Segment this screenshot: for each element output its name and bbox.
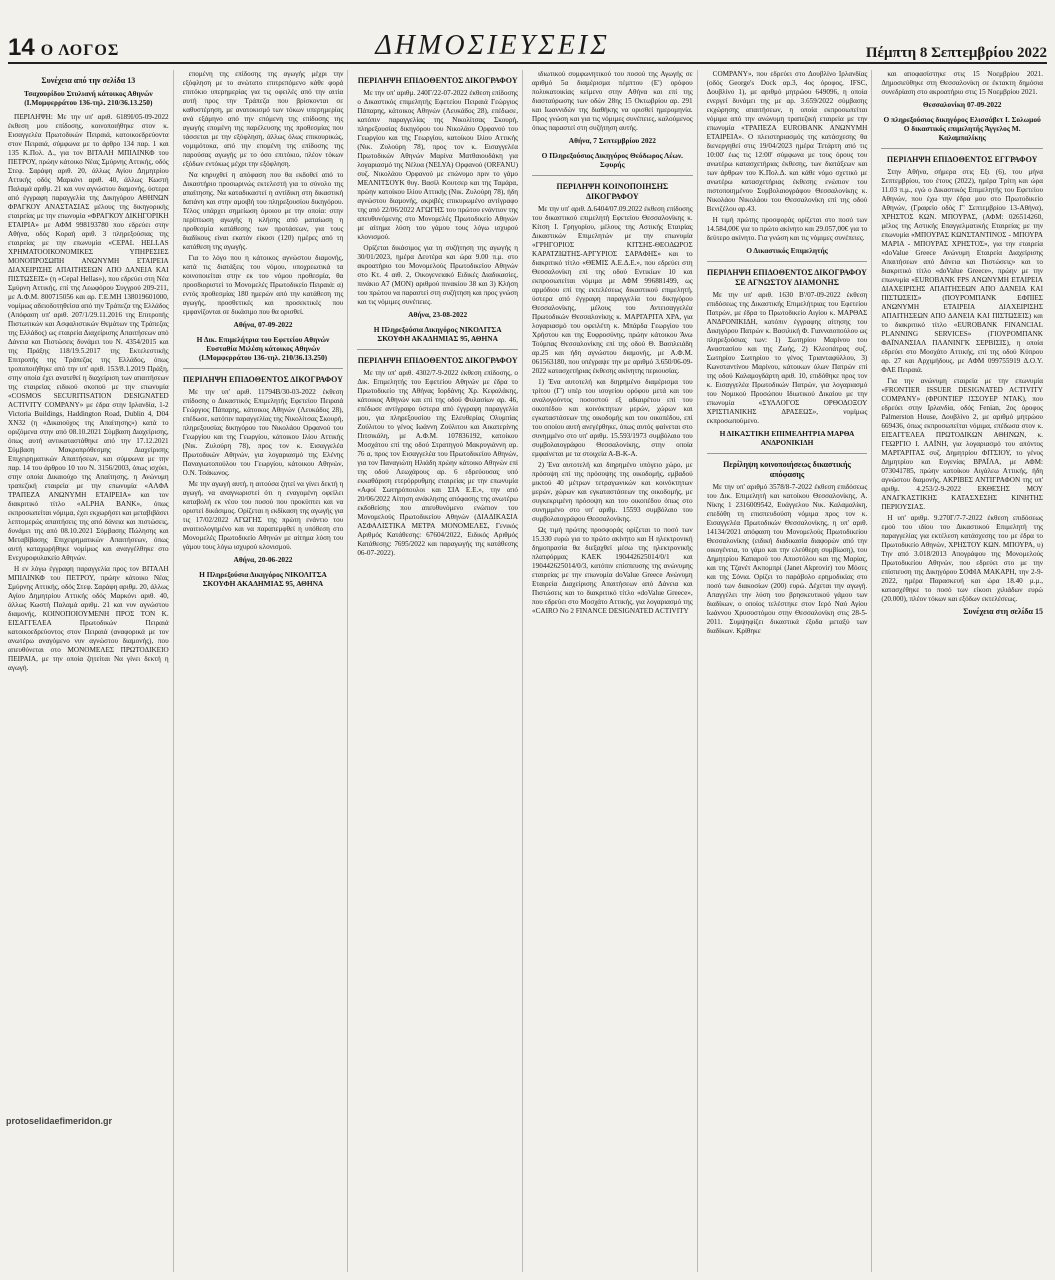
notice-paragraph: Για την ανώνυμη εταιρεία με την επωνυμία «FRONTIER ISSUER DESIGNATED ACTIVITY COMPANY» (ΦΡΟΝΤΙΕΡ ΙΣΣΟΥΕΡ ΝΤΑΚ), που εδρεύει στην Ιρλανδία, οδός Fenian, 2ος όροφος Palmerston House, Δουβλίνο 2, με αριθμό μητρώου 669436, όπως εκπροσωπείται νόμιμα, επέδωσα στον κ. ΕΙΣΑΓΓΕΛΕΑ ΠΡΩΤΟΔΙΚΩΝ ΑΘΗΝΩΝ, κ. ΓΕΩΡΓΙΟ Ι. ΛΑΪΝΗ, για λογαριασμό του απόντος ΜΑΡΓΑΡΙΤΑΣ συζ. Δημητρίου ΦΙΤΣΙΟΥ, το γένος Δημητρίου και Ευγενίας ΒΡΑΪΛΑ, με ΑΦΜ: 073041785, πρώην κατοίκου Αιγάλεω Αττικής, ήδη αγνώστου διαμονής, ΑΚΡΙΒΕΣ ΑΝΤΙΓΡΑΦΟΝ της υπ' αριθμ. 4.253/2-9-2022 ΕΚΘΕΣΗΣ ΜΟΥ ΑΝΑΓΚΑΣΤΙΚΗΣ ΚΑΤΑΣΧΕΣΗΣ ΚΙΝΗΤΗΣ ΠΕΡΙΟΥΣΙΑΣ. [881,377,1043,511]
notice-paragraph: Ως τιμή πρώτης προσφοράς ορίζεται το ποσό των 15.330 ευρώ για το πρώτο ακίνητο και Η ηλεκτρονική δημοπρασία θα διεξαχθεί μέσω της ηλεκτρονικής πλατφόρμας ΚΑΕΚ 190442625014/0/1 και 190442625014/0/3, κατόπιν επίσπευσης της ανώνυμης εταιρείας με την επωνυμία doValue Greece Ανώνυμη Εταιρεία Διαχείρισης Απαιτήσεων από Δάνεια και Πιστώσεις και το διακριτικό τίτλο «doValue Greece», που εδρεύει στο Μοσχάτο Αττικής, για λογαριασμό της «CAIRO No 2 FINANCE DESIGNATED ACTIVITY [532,526,693,615]
divider [707,453,868,454]
signature: Η Πληρεξούσια Δικηγόρος ΝΙΚΟΛΙΤΣΑ ΣΚΟΥΦΗ ΑΚΑΔΗΜΙΑΣ 95, ΑΘΗΝΑ [199,570,327,588]
site-watermark: protoselidaefimeridon.gr [6,1116,113,1126]
signature: Η ΔΙΚΑΣΤΙΚΗ ΕΠΙΜΕΛΗΤΡΙΑ ΜΑΡΘΑ ΑΝΔΡΟΝΙΚΙΔΗ [719,429,855,447]
divider [881,148,1043,149]
place-date: Θεσσαλονίκη 07-09-2022 [922,100,1002,109]
notice-paragraph: Με την υπ' αριθ. Δ.6404/07.09.2022 έκθεση επίδοσης του δικαστικού επιμελητή Εφετείου Θεσσαλονίκης κ. Κίτση Ι. Γρηγορίου, μέλους της Αστικής Εταιρίας Δικαστικών Επιμελητών με την επωνυμία «ΓΡΗΓΟΡΙΟΣ ΚΙΤΣΗΣ-ΘΕΟΔΩΡΟΣ ΚΑΡΑΤΖΙΩΤΗΣ-ΑΡΓΥΡΙΟΣ ΣΑΡΑΦΗΣ» και το διακριτικό τίτλο «ΘΕΜΙΣ Α.Ε.Δ.Ε.», που εδρεύει στη Θεσσαλονίκη επί της οδού Εντικίων 10 και εκπροσωπείται νόμιμα με ΑΦΜ 996881499, ως αρμόδιου επί της εκτελέσεως δικαστικού επιμελητή, ύστερα από έγγραφη παραγγελία του δικηγόρου Θεσσαλονίκης, μέλους του Αντεισαγγελέα Πρωτοδικών Θεσσαλονίκης κ. ΜΑΡΓΑΡΙΤΑ ΧΡΑ, για λογαριασμό του οφειλέτη κ. Μπάρδα Γεωργίου του Χρήστου και της Ευφροσύνης, πρώην κάτοικου Άνω Τούμπας Θεσσαλονίκης επί της οδού Θ. Βασιλειάδη αρ.25 και ήδη αγνώστου διαμονής, με Α.Φ.Μ. 061563180, που υπέγραψε την με αριθμό 3.650/06-09-2022 κατασχετήριας έκθεσης ακίνητης περιουσίας. [532,205,693,375]
notice-paragraph: Με την υπ' αριθμό 3578/8-7-2022 έκθεση επιδόσεως του Δικ. Επιμελητή και κατοίκου Θεσσαλονίκης, Α. Νίκης 1 2316009542, Ευάγγελου Νικ. Καλαμαλίκη, επεδόθη τη επισπευδούση νόμιμα προς τον κ. Εισαγγελέα Πρωτοδικών Θεσσαλονίκης, η υπ' αριθ. 14134/2021 απόφαση του Μονομελούς Πρωτοδικείου Θεσσαλονίκης (ειδική διαδικασία διαφορών από την οικογένεια, το γάμο και την ελεύθερη συμβίωση), του Δημητρίου Καπαρού του Αποστόλου και της Μαρίας, και της Τζανέτ Ακπομπρί (Janet Akprovir) του Μόσες και της Σόνια. Ορίζει το παράβολο ερημοδικίας στο ποσό των διακοσίων (200) ευρώ. Δέχεται την αγωγή. Απαγγέλει την λύση του βρησκευτικού γάμου των διαδίκων, ο οποίος τελέστηκε στον Ιερό Ναό Αγίου Ιωάννου Χρυσοστόμου στην Θεσσαλονίκη στις 28-5-2011. Συμψηφίζει δικαστικά έξοδα μεταξύ των διαδίκων. Κρίθηκε [706,483,868,635]
notice-paragraph: Η τιμή πρώτης προσφοράς ορίζεται στο ποσό των 14.584,00€ για το πρώτο ακίνητο και 29.057,00€ για το δεύτερο ακίνητο. Για γνώση και τις νόμιμες συνέπειες. [706,216,868,242]
divider [357,349,518,350]
page-header-left [8,34,119,62]
notice-paragraph: ιδιωτικού συμφωνητικού του ποσού της Αγωγής σε αριθμό 5α διαμέρισμα πέμπτου (Ε') ορόφου πολυκατοικίας κείμενο στην Αθήνα και επί της διασταύρωσης των οδών 28ης 15 Οκτωβρίου αρ. 291 και Ιωαννιδών της διαθήκης να ορισθεί ημερομηνία. Προς γνώση και για τις νόμιμες συνέπειες, καλούμενος όπως παραστεί στη συζήτηση αυτής. [532,70,693,132]
notice-paragraph: Με την υπ' αριθ. 11794Β/30-03-2022 έκθεση επίδοσης ο Δικαστικός Επιμελητής Εφετείου Πειραιά Γεώργιος Πάπαρης, κάτοικος Αθηνών (Λευκάδος 28), επέδωσε, κατόπιν παραγγελίας της Νικολίτσας Σκουρή, πληρεξουσίας δικηγόρου του Νικολάου Ορφανού του Γεωργίου και της Γεωργίου, κάτοικου Ιλίου Αττικής (Νικ. Ζυλούρη 78), προς τον κ. Εισαγγελέα Πρωτοδικών Αθηνών, για λογαριασμό της Ελένης Παναγιωτοπούλου του Γεωργίου, κάτοικου Αθηνών, Ο.Ν. Τσάκωνος. [182,388,344,477]
divider [532,175,693,176]
signature: Ο Πληρεξούσιος Δικηγόρος Θεόδωρος Λέων. Σφυρής [541,151,684,169]
notice-heading: ΠΕΡΙΛΗΨΗ ΕΠΙΔΟΘΕΝΤΟΣ ΔΙΚΟΓΡΑΦΟΥ [357,76,518,85]
column-5 [707,70,873,1272]
notice-paragraph: Ορίζεται δικάσιμος για τη συζήτηση της αγωγής η 30/01/2023, ημέρα Δευτέρα και ώρα 9.00 π.μ. στο ακροατήριο του Μονομελούς Πρωτοδικείου Αθηνών στο Κτ. 4 αιθ. 2, Οικογενειακό Ειδικές Διαδικασίες, πινάκιο Α7 (ΜΟΝ) αριθμού πινακίου 38 και 3) Κλήση του πρώτου να παραστεί στη συζήτηση και προς γνώση και τις νόμιμες συνέπειες. [357,244,518,306]
paper-name: Ο ΛΟΓΟΣ [40,42,120,59]
notice-paragraph: 1) Ένα αυτοτελή και διηρημένο διαμέρισμα του τρίτου (Γ') υπέρ του ισογείου ορόφου μετά και του αναλογούντος ποσοστού εξ αδιαιρέτου επί του οικοπέδου και κοινόκτητων μερών, χώρων και εγκαταστάσεων της οικοδομής και του οικοπέδου, επί του οποίου αυτή ανεγέρθηκε, όπως αυτός φαίνεται στο συνημμένο στο υπ' αριθμ. 15.593/1973 συμβόλαιο του συμβολαιογράφου Θεσσαλονίκης, στην οποία εμφαίνεται με τα στοιχεία Α-Β-Κ-Α. [532,378,693,458]
page-number: 14 [8,34,35,61]
notice-heading: ΠΕΡΙΛΗΨΗ ΕΠΙΔΟΘΕΝΤΟΣ ΔΙΚΟΓΡΑΦΟΥ ΣΕ ΑΓΝΩΣΤΟΥ ΔΙΑΜΟΝΗΣ [707,268,867,287]
notice-heading: Περίληψη κοινοποιήσεως δικαστικής απόφασης [723,460,851,479]
section-title: ΔΗΜΟΣΙΕΥΣΕΙΣ [375,30,610,61]
notice-paragraph: Με την υπ' αριθ. 1630 Β'/07-09-2022 έκθεση επιδόσεως της Δικαστικής Επιμελήτριας του Εφετείου Πατρών, με έδρα το Πρωτοδικείο Αιγίου κ. ΜΑΡΘΑΣ ΑΝΔΡΟΝΙΚΙΔΗ, κατόπιν έγγραφης αίτησης του Δικηγόρου Πατρών κ. Βασιλική Φ. Γιανναιοπούλου ως πληρεξούσιας των: 1) Σωτηρίου Μαρίνου του Αναστασίου και της Ζωής, 2) Κλεοπάτρας συζ. Σωτηρίου Σωτηρίου το γένος Τριανταφύλλου, 3) Κωνσταντίνου Μαρίνου, κάτοικων όλων Πατρών επί της οδού Καλαμογδάρτη αριθ. 10, επιδόθηκε προς τον κ. Εισαγγελέα Πρωτοδικών Πατρών, για λογαριασμό του Νομικού Προσώπου Ιδιωτικού Δικαίου με την επωνυμία «ΣΥΛΛΟΓΟΣ ΟΡΘΟΔΟΞΟΥ ΧΡΙΣΤΙΑΝΙΚΗΣ ΔΡΑΣΕΩΣ», νομίμως εκπροσωπούμενο. [706,291,868,425]
column-4 [532,70,698,1272]
signature: Η Πληρεξούσια Δικηγόρος ΝΙΚΟΛΙΤΣΑ ΣΚΟΥΦΗ ΑΚΑΔΗΜΙΑΣ 95, ΑΘΗΝΑ [373,325,502,343]
notice-heading: ΠΕΡΙΛΗΨΗ ΕΠΙΔΟΘΕΝΤΟΣ ΔΙΚΟΓΡΑΦΟΥ [183,375,343,384]
column-6 [881,70,1047,1272]
notice-paragraph: ΠΕΡΙΛΗΨΗ: Με την υπ' αριθ. 6189Ι/05-09-2022 έκθεση μου επίδοσης, κοινοποιήθηκε στον κ. Εισαγγελέα Πρωτοδικών Πειραιά, κατοικοεδρεύοντα στον Πειραιά, σύμφωνα με το άρθρο 134 παρ. 1 και 135 Κ.Πολ. Δ., για τον ΒΙΤΑΛΗ ΜΠΙΛΙΝΚΦ του ΠΕΤΡΟΥ, πρώην κάτοικο Νέας Σμύρνης Αττικής, οδός Στεφ. Σαράφη αριθ. 20, άλλως Αγίου Δημητρίου Αττικής οδός Μαρκόνι αριθ. 40, άλλως Κωστή Παλαμά αριθμ. 21 και νυν αγνώστου διαμονής, ύστερα από έγγραφη παραγγελία της Δικηγόρου ΑΘΗΝΩΝ ΦΡΑΓΚΟΥ ΑΝΑΣΤΑΣΙΑΣ μέλους της δικηγορικής εταιρείας με την επωνυμία «ΦΡΑΓΚΟΥ ΔΙΚΗΓΟΡΙΚΗ ΕΤΑΙΡΙΑ» με ΑΦΜ 998193780 που εδρεύει στην Αθήνα, οδός Κοραή αριθ. 3 πληρεξούσιας της εταιρείας με την επωνυμία «CEPAL HELLAS ΧΡΗΜΑΤΟΟΙΚΟΝΟΜΙΚΕΣ ΥΠΗΡΕΣΙΕΣ ΜΟΝΟΠΡΟΣΩΠΗ ΑΝΩΝΥΜΗ ΕΤΑΙΡΕΙΑ ΔΙΑΧΕΙΡΙΣΗΣ ΑΠΑΙΤΗΣΕΩΝ ΑΠΟ ΔΑΝΕΙΑ ΚΑΙ ΠΙΣΤΩΣΕΙΣ» (η «Cepal Hellas»), που εδρεύει στη Νέα Σμύρνη Αττικής, επί της Λεωφόρου Συγγρού 209-211, με Α.Φ.Μ. 800715056 και αρ. Γ.Ε.ΜΗ 138019601000, νομίμως αδειοδοτηθείσα από την Τράπεζα της Ελλάδος (Απόφαση υπ' αριθ. 207/1/29.11.2016 της Επιτροπής Πιστωτικών και Ασφαλιστικών Θεμάτων της Τράπεζας της Ελλάδος) ως εταιρεία Διαχείρισης Απαιτήσεων από Δάνεια και Πιστώσεις δυνάμει του Ν. 4354/2015 και της Πράξης 118/19.5.2017 της Εκτελεστικής Επιτροπής της Τράπεζας της Ελλάδος, όπως τροποποιήθηκε από την υπ' αριθ. 153/8.1.2019 Πράξη, στην οποία έχει ανατεθεί η διαχείριση των απαιτήσεων της εταιρείας ειδικού σκοπού με την επωνυμία «COSMOS SECURITISATION DESIGNATED ACTIVITY COMPANY» με έδρα στην Ιρλανδία, 1-2 Victoria Buildings, Haddington Road, Dublin 4, D04 XN32 (η «Δικαιούχος της Απαίτησης») κατά το οριζόμενα στην από 08.10.2021 Σύμβαση Διαχείρισης, όπως αυτή αντικαταστάθηκε από την 17.12.2021 Σύμβαση Μακροπρόθεσμης Διαχείρισης Επιχειρηματικών Απαιτήσεων, και σύμφωνα με την παρ. 14 του άρθρου 10 του Ν. 3156/2003, όπως ισχύει, στην οποία Δικαιούχο της Απαίτησης, η Ανώνυμη τραπεζική εταιρεία με την επωνυμία «ΑΛΦΑ ΤΡΑΠΕΖΑ ΑΝΩΝΥΜΗ ΕΤΑΙΡΕΙΑ» και τον διακριτικό τίτλο «ALPHA BANK», όπως εκπροσωπείται νόμιμα, έχει εκχωρήσει και μεταβιβάσει λεπτομερώς απαιτήσεις της από δάνεια και πιστώσεις, δυνάμει της από 08.10.2021 Σύμβασης Πώλησης και Μεταβίβασης Επιχειρηματικών Απαιτήσεων, όπως αυτή καταχωρήθηκε νομίμως και αναγγέλθηκε στο Ενεχυροφυλακείο Αθηνών. [8,113,169,562]
notice-paragraph: Στην Αθήνα, σήμερα στις Εξι (6), του μήνα Σεπτεμβρίου, του έτους (2022), ημέρα Τρίτη και ώρα 11.03 π.μ., εγώ ο Δικαστικός Επιμελητής του Εφετείου Αθηνών, που έχω την έδρα μου στο Πρωτοδικείο Αθηνών, (Γραφείο οδός Γ' Σεπτεμβρίου 13-Αθήνα), ΧΡΗΣΤΟΣ ΚΩΝ. ΜΠΟΥΡΑΣ, (ΑΦΜ: 026514260, μέλος της Αστικής Επαγγελματικής Εταιρείας με την επωνυμία «ΜΠΟΥΡΑΣ ΚΩΝΣΤΑΝΤΙΝΟΣ - ΜΠΟΥΡΑ ΜΑΡΙΑ - ΜΠΟΥΡΑΣ ΧΡΗΣΤΟΣ», για την εταιρεία «doValue Greece Ανώνυμη Εταιρεία Διαχείρισης Απαιτήσεων από Δάνεια και Πιστώσεις» και το διακριτικό τίτλο «doValue Greece», πρώην με την επωνυμία «EUROBANK FPS ΑΝΩΝΥΜΗ ΕΤΑΙΡΕΙΑ ΔΙΑΧΕΙΡΙΣΗΣ ΑΠΑΙΤΗΣΕΩΝ ΑΠΟ ΔΑΝΕΙΑ ΚΑΙ ΠΙΣΤΩΣΕΙΣ» (ΠΟΥΡΟΜΠΑΝΚ ΕΦΠΙΕΣ ΑΝΩΝΥΜΗ ΕΤΑΙΡΕΙΑ ΔΙΑΧΕΙΡΙΣΗΣ ΑΠΑΙΤΗΣΕΩΝ ΑΠΟ ΔΑΝΕΙΑ ΚΑΙ ΠΙΣΤΩΣΕΙΣ) και το διακριτικό τίτλο «EUROBANK FINANCIAL PLANNING SERVICES» (ΓΙΟΥΡΟΜΠΑΝΚ ΦΑΪΝΑΝΣΙΑΛ ΠΛΑΝΙΝΓΚ ΣΕΡΒΙΣΙΣ), η οποία εδρεύει στο Μοσχάτο Αττικής, επί της οδού Κύπρου αρ. 27 και Αρχιμήδους, με ΑΦΜ 099755919 Δ.Ο.Υ. ΦΑΕ Πειραιά. [881,168,1043,374]
divider [183,368,344,369]
article-columns [8,70,1047,1272]
notice-paragraph: Με την υπ' αριθμ. 240Γ/22-07-2022 έκθεση επίδοσης ο Δικαστικός επιμελητής Εφετείου Πειραιά Γεώργιος Πάπαρης, κάτοικος Αθηνών (Λευκάδος 28), επέδωσε, κατόπιν παραγγελίας της Νικολίτσας Σκουρή, πληρεξουσίας δικηγόρου του Νικολάου Ορφανού του Γεωργίου και της Γεωργίου, κατοίκου Ιλίου Αττικής (Νικ. Ζυλούρη 78), προς τον κ. Εισαγγελέα Πρωτοδικών Αθηνών Μαρίνα Ματθαιουδάκη για λογαριασμό της Νέλυα (NELYA) Ορφανού (ORFANU) συζ. Νικολάου Ορφανού με επώνυμο πριν το γάμο ΜΕΛΝΙΤΣΟΥΚ θυγ. Βασίλ Κουτσερ και της Ταμάρα, πρώην κατοίκου Ιλίου Αττικής (Νικ. Ζυλούρη 78), ήδη αγνώστου διαμονής, ακριβές επικυρωμένο αντίγραφο της από 22/06/2022 ΑΓΩΓΗΣ του πρώτου ενάντιον της απευθυνόμενης στο Μονομελές Πρωτοδικείο Αθηνών με αίτημα λύση του γάμου τους λόγω ισχυρού κλονισμού. [357,89,518,241]
notice-heading: ΠΕΡΙΛΗΨΗ ΕΠΙΔΟΘΕΝΤΟΣ ΕΓΓΡΑΦΟΥ [886,155,1038,164]
signature: Η Δικ. Επιμελήτρια του Εφετείου Αθηνών Ευσταθία Μιλέση κάτοικος Αθηνών (Ι.Μομφερράτου 136-τηλ. 210/36.13.250) [196,335,330,362]
signature: Ο Δικαστικός Επιμελητής [746,246,828,255]
notice-paragraph: Να κηρυχθεί η απόφαση που θα εκδοθεί από το Δικαστήριο προσωρινώς εκτελεστή για το σύνολο της απαίτησης. Να καταδικαστεί η αντίδικη στη δικαστική δαπάνη και στην αμοιβή του πληρεξουσίου δικηγόρου. Τέλος υπάρχει σημείωση όμοιου με την οποία: στην περίπτωση αγωγής η κλήσης από ματαίωση η προθεσμία κατάθεσης των προτάσεων, για τους διαδίκους είναι εκατόν είκοσι (120) ημέρες από τη κατάθεση της αγωγής. [182,171,344,251]
column-2 [183,70,349,1272]
issue-date: Πέμπτη 8 Σεπτεμβρίου 2022 [865,45,1047,61]
notice-paragraph: επομένη της επίδοσης της αγωγής μέχρι την εξόφληση με το ανώτατο επιτρεπόμενο κάθε φορά επιτόκιο υπερημερίας για τις οφειλές από την αιτία αυτή προς την Τράπεζα που βρίσκονται σε καθυστέρηση, με ανατοκισμό των τόκων υπερημερίας ανά εξάμηνο από την επόμενη της επίδοσης της αγωγής επομένη της παρέλευσης της προθεσμίας που τάσσεται με την εξόφληση, άλλως όλως επικουρικώς, νομιμότοκα, από την επομένη της επίδοσης της παρούσας αγωγής με το όσο επιτόκιο, πλέον τόκων εξόδων εντόκως μέχρι την εξόφληση. [182,70,344,168]
notice-paragraph: Με την υπ' αριθ. 4302/7-9-2022 έκθεση επίδοσης, ο Δικ. Επιμελητής του Εφετείου Αθηνών με έδρα το Πρωτοδικείο της Αθήνας Ιορδάνης Χρ. Κεφαλάκης, κάτοικος Αθηνών και επί της οδού Φυλασίων αρ. 46, επέδωσε αντίγραφο ύστερα από έγγραφη παραγγελία μου, για πληρεξουσίου της Ελευθερίας Ολυμπίας Ζούλιτου το γένος Ιωάννη Ζούλιτου και Αικατερίνης Πιτσικάλη, με Α.Φ.Μ. 107836192, κατοίκου Μοσχάτου επί της οδού Στρατηγού Μακρυγιάννη αρ. 76 α, προς τον Εισαγγελέα του Πρωτοδικείου Αθηνών, για τον Παναγιώτη Ηλιάδη πρώην κάτοικο Αθηνών επί της οδού Λεωχάρους αρ. 6 εδρεύουσας υπό εκκαθάριση ετερόρρυθμης εταιρείας με την επωνυμία «Αφοί Σωτηρόπουλοι και ΣΙΑ Ε.Ε.», την από 20/06/2022 Αίτηση ανάκλησης απόφασης της ανωτέρω εκδοθείσης που απευθυνόμενο ενώπιον του Μονομελούς Πρωτοδικείου Αθηνών (ΔΙΑΔΙΚΑΣΙΑ ΑΣΦΑΛΙΣΤΙΚΑ ΜΕΤΡΑ ΜΟΝΟΜΕΛΕΣ, Γενικός Αριθμός Κατάθεσης: 67604/2022, Ειδικός Αριθμός Κατάθεσης: 7695/2022 και παραγωγής της κατάθεσης 06-07-2022). [357,369,518,557]
notice-paragraph: 2) Ένα αυτοτελή και διηρημένο υπόγειο χώρο, με πρόσοψη επί της πρόσοψης της οικοδομής, εμβαδού μικτού 40 μέτρων τετραγωνικών και κοινόκτητων μερών, χώρων και εγκαταστάσεων της οικοδομής, με συγκεκριμένη πρόσοψη και του οικοπέδου όπως στο συνημμένο στο υπ' αριθμ. 15593 συμβόλαιο του συμβολαιογράφου Θεσσαλονίκης. [532,461,693,523]
notice-paragraph: Η υπ' αριθμ. 9.270Γ/7-7-2022 έκθεση επιδόσεως εμού του ιδίου του Δικαστικού Επιμελητή της παραγγελίας για εκτέλεση κατάσχεσης του με έδρα το Πρωτοδικείο Αθηνών, ΧΡΗΣΤΟΥ ΚΩΝ. ΜΠΟΥΡΑ, υ) Την από 3.018/2013 Απογράφου της Μονομελούς Πρωτοδικείου Αθηνών, που εδρεύει στο με την επίσπευση της Δικηγόρου ΣΟΦΙΑ ΜΑΚΑΡΗ, την 2-9-2022, ημέρα Παρασκευή και ώρα 18.40 μ.μ., κατασχέθηκε το ποσό των είκοσι χιλιάδων ευρώ (20.000), πλέον τόκων και εξόδων εκτελέσεως. [881,514,1043,603]
author-line: Τσαχουρίδου Στυλιανή κάτοικος Αθηνών (Ι.Μομφερράτου 136-τηλ. 210/36.13.250) [23,89,153,107]
place-date: Αθήνα, 7 Σεπτεμβρίου 2022 [568,136,656,145]
column-3 [357,70,523,1272]
divider [707,261,868,262]
column-1 [8,70,174,1272]
notice-heading: ΠΕΡΙΛΗΨΗ ΕΠΙΔΟΘΕΝΤΟΣ ΔΙΚΟΓΡΑΦΟΥ [357,356,518,365]
notice-paragraph: COMPANY», που εδρεύει στο Δουβλίνο Ιρλανδίας (οδός George's Dock αρ.3, 4ος όροφος, IFSC, Δουβλίνο 1), με αριθμό μητρώου 649096, η οποία ενεργεί δυνάμει της με αρ. 3.659/2022 σύμβασης εκχώρησης απαιτήσεων, η οποία εκπροσωπείται νόμιμα από την ανώνυμη τραπεζική εταιρεία με την επωνυμία «ΤΡΑΠΕΖΑ EUROBANK ΑΝΩΝΥΜΗ ΕΤΑΙΡΕΙΑ». Ο πλειστηριασμός της κατάσχεσης θα διενεργηθεί στις 19/04/2023 ημέρα Τετάρτη από τις 10:00' έως τις 12:00' σύμφωνα με τους όρους του ανωτέρω κατασχετήριας έκθεσης, των διατάξεων και των άρθρων του Κ.Πολ.Δ. και κάθε νόμο σχετικό με ανωτέρω κατασχετήριας έκθεσης ενώπιον του πιστοποιημένου Συμβολαιογράφου Θεσσαλονίκης κ. Νικολάου Νικολάου του Θεσσαλονίκη επί της οδού Βενιζέλου αρ.43. [706,70,868,213]
continued-from: Συνέχεια από την σελίδα 13 [41,76,136,85]
continued-on: Συνέχεια στη σελίδα 15 [963,607,1043,616]
signature: Ο πληρεξούσιος δικηγόρος Ελισσάβετ Ι. Σολωμού Ο δικαστικός επιμελητής Άγγελος Μ. Καλαμπαλίκης [883,115,1041,142]
notice-paragraph: Με την αγωγή αυτή, η αιτούσα ζητεί να γίνει δεκτή η αγωγή, να αναγνωριστεί ότι η εναγομένη οφείλει καταβολή εκ νέου του ποσού που προκύπτει και να οριστεί δικάσιμος. Ορίζεται η εκδίκαση της αγωγής για τις 17/02/2022 ΑΓΩΓΗΣ της πρώτη ενάντιο του αναιτιολογημένο και να παραπεμφθεί η υπόθεση στο Μονομελές Πρωτοδικείο Αθηνών με αίτημα λύση του γάμου τους λόγω ισχυρού κλονισμού. [182,480,344,551]
masthead [8,28,1047,64]
notice-paragraph: και αποφασίστηκε στις 15 Νοεμβρίου 2021. Δημοσιεύθηκε στη Θεσσαλονίκη σε έκτακτη δημόσια συνεδρίαση στο ακροατήριο στις 15 Νοεμβρίου 2021. [881,70,1043,96]
notice-paragraph: Η εν λόγω έγγραφη παραγγελία προς τον ΒΙΤΑΛΗ ΜΠΙΛΙΝΚΦ του ΠΕΤΡΟΥ, πρώην κάτοικο Νέας Σμύρνης Αττικής, οδός Στεφ. Σαράφη αριθμ. 20, άλλως Αγίου Δημητρίου Αττικής οδός Μαρκόνι αριθ. 40, άλλως Κωστή Παλαμά αριθμ. 21 και νυν αγνώστου διαμονής, ΚΟΙΝΟΠΟΙΟΥΜΕΝΗ ΠΡΟΣ ΤΟΝ Κ. ΕΙΣΑΓΓΕΛΕΑ Πρωτοδικών Πειραιά κατοικοεδρεύοντος στον Πειραιά (αναφορικά με τον ανωτέρω αναγόμενο νυν αγνώστου διαμονής), που απευθύνεται στο ΜΟΝΟΜΕΛΕΣ ΠΡΩΤΟΔΙΚΕΙΟ ΠΕΙΡΑΙΑ, με την οποία ζητείται Να γίνει δεκτή η αγωγή. [8,565,169,672]
notice-paragraph: Για το λόγο που η κάτοικος αγνώστου διαμονής, κατά τις διατάξεις του νόμου, υποχρεωτικά τα κοινοποιείται στην εκ του νόμου προθεσμία, θα προσδιοριστεί το Μονομελές Πρωτοδικείο Πειραιά: α) εντός προθεσμίας 180 ημερών από την κατάθεση της αγωγής, προσθετικές και προσεκτικές που εμφανίζονται σε δικάσιμο που θα ορισθεί. [182,254,344,316]
place-date: Αθήνα, 07-09-2022 [233,320,293,329]
place-date: Αθήνα, 20-06-2022 [233,555,293,564]
notice-heading: ΠΕΡΙΛΗΨΗ ΚΟΙΝΟΠΟΙΗΣΗΣ ΔΙΚΟΓΡΑΦΟΥ [556,182,669,201]
place-date: Αθήνα, 23-08-2022 [408,310,468,319]
